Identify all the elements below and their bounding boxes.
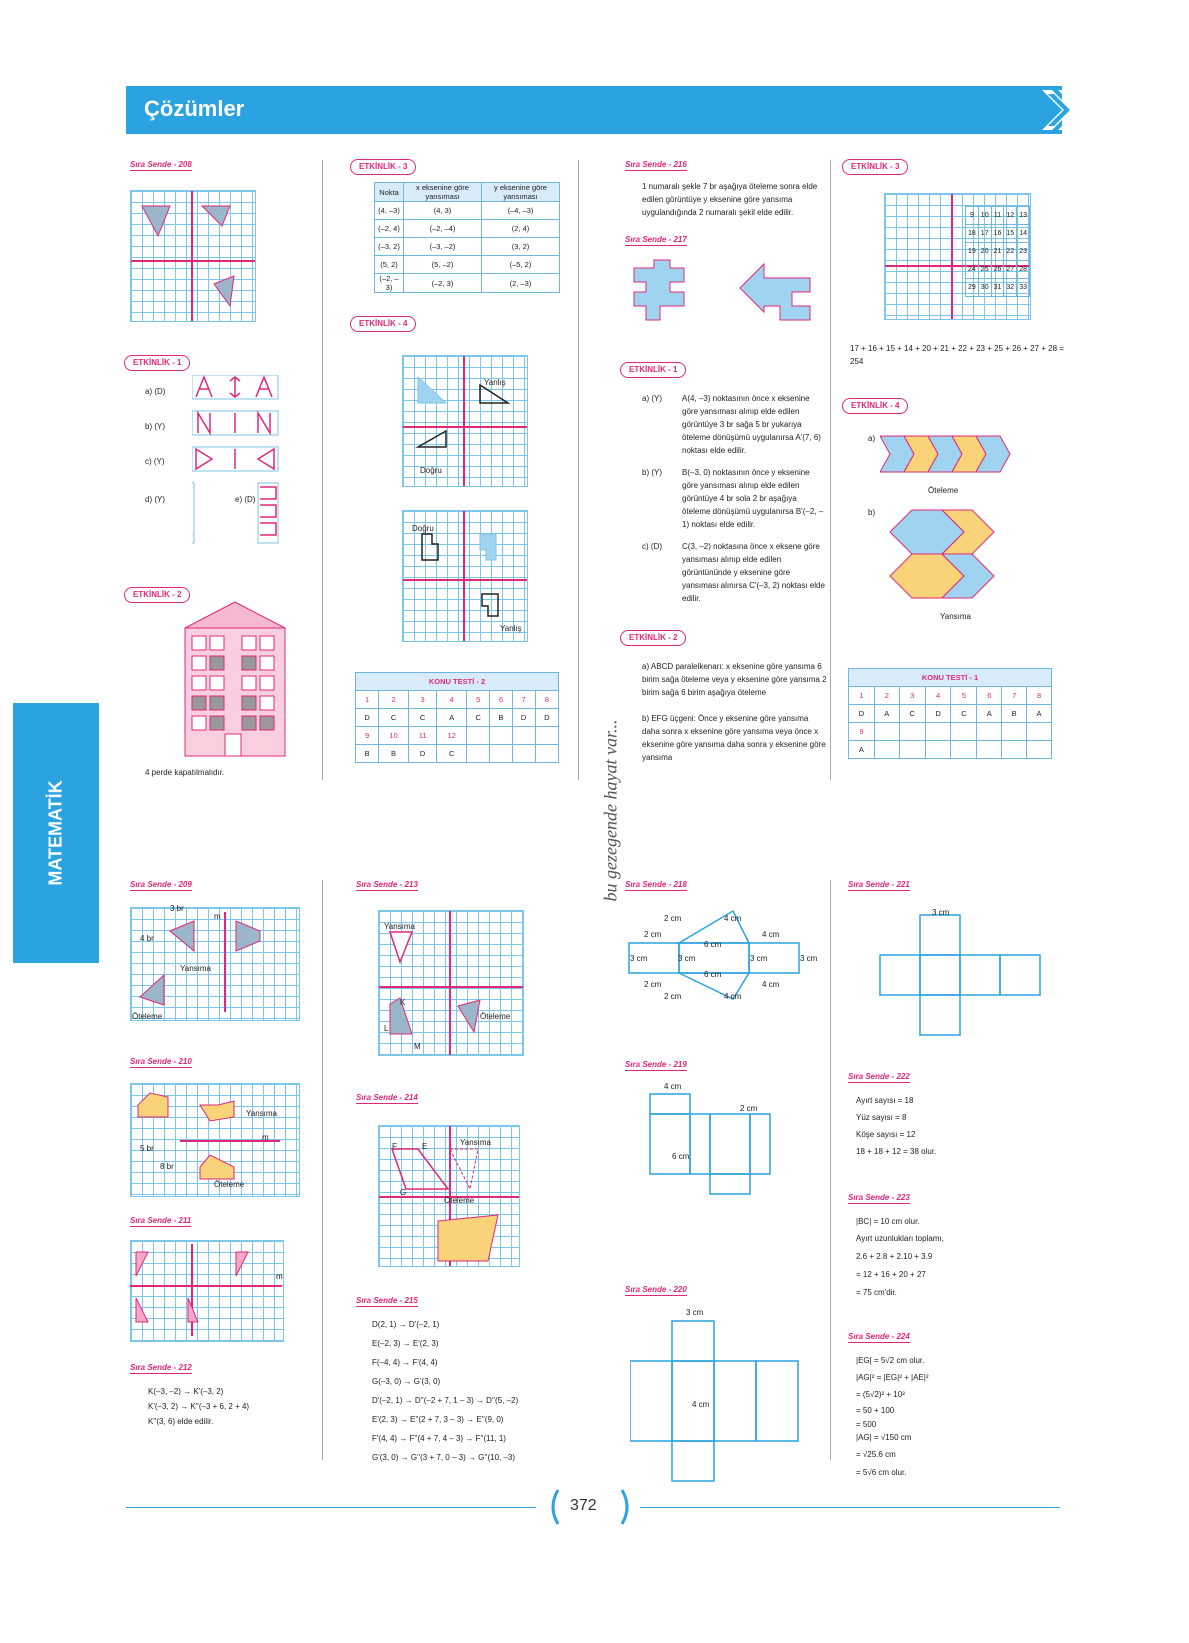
e1b-c-key: c) (D) [642,542,662,551]
s215-line: D(2, 1) → D'(–2, 1) [372,1320,440,1329]
section-label: Sıra Sende - 220 [625,1285,687,1294]
column-divider [322,160,323,780]
e2b-a-text: a) ABCD paralelkenarı: x eksenine göre yansıma 6 birim sağa öteleme veya y eksenine göre yansıma 2 birim sağa 6 birim aşağıya öteleme [642,662,827,697]
s210-label-oteleme: Öteleme [214,1180,245,1189]
section-label: Sıra Sende - 209 [130,880,192,889]
s218-label: 4 cm [724,992,742,1001]
konu-testi-title: KONU TESTİ - 1 [849,669,1052,687]
e4b-label-oteleme: Öteleme [928,486,959,495]
s224-line: |AG| = √150 cm [856,1433,912,1442]
s222-line: Yüz sayısı = 8 [856,1113,907,1122]
s218-label: 2 cm [644,980,662,989]
section-pill: ETKİNLİK - 4 [842,398,908,414]
section-label: Sıra Sende - 210 [130,1057,192,1066]
table-row: (–2, –3) (–2, 3) (2, –3) [375,274,560,293]
s213-label-yansima: Yansıma [384,922,415,931]
e1b-a-key: a) (Y) [642,394,662,403]
s209-label-3br: 3 br [170,904,184,913]
s223-line: 2.6 + 2.8 + 2.10 + 3.9 [856,1252,933,1261]
s218-label: 2 cm [664,992,682,1001]
s224-line: |AG|² = |EG|² + |AE|² [856,1373,929,1382]
s217-shapes [630,258,820,328]
answer-d: d) (Y) [145,495,165,504]
column-divider [322,880,323,1460]
s214-label-e: E [422,1142,428,1151]
e3b-number-grid: 9 10 11 12 13 18 17 16 15 14 19 20 21 22 23 24 25 26 27 28 29 30 31 32 33 [965,206,1030,297]
table-header: Nokta [375,183,404,202]
column-divider [830,880,831,1460]
s219-label: 6 cm [672,1152,690,1161]
e1b-b-text: B(–3, 0) noktasının önce y eksenine göre yansıması alınıp elde edilen görüntüye 4 br sola 2 br aşağıya öteleme dönüşümü uygulanırsa B'(–2, –1) noktası elde edilir. [682,468,824,529]
s215-line: D'(–2, 1) → D''(–2 + 7, 1 – 3) → D''(5, –2) [372,1396,519,1405]
table-header: y eksenine göre yansıması [481,183,559,202]
chevron-decoration-icon [1000,86,1090,134]
page-number: 372 [570,1497,597,1514]
section-pill: ETKİNLİK - 2 [124,587,190,603]
s215-line: F'(4, 4) → F''(4 + 7, 4 – 3) → F''(11, 1) [372,1434,506,1443]
label-dogru-2: Doğru [412,524,434,533]
answer-e: e) (D) [235,495,256,504]
table-row: (–2, 4) (–2, –4) (2, 4) [375,220,560,238]
section-label: Sıra Sende - 222 [848,1072,910,1081]
s213-label-oteleme: Öteleme [480,1012,511,1021]
konu-testi-1-table: KONU TESTİ - 1 1 2 3 4 5 6 7 8 D A C D C A B A 9 A [848,668,1052,759]
s213-label-l: L [384,1024,389,1033]
table-header: x eksenine göre yansıması [404,183,482,202]
s218-label: 6 cm [704,940,722,949]
e2-note: 4 perde kapatılmalıdır. [145,768,225,777]
e4b-label-yansima: Yansıma [940,612,971,621]
page-title: Çözümler [144,96,245,121]
table-row: (–3, 2) (–3, –2) (3, 2) [375,238,560,256]
s209-label-4br: 4 br [140,934,154,943]
side-tab [13,703,99,963]
s212-line: K'(–3, 2) → K''(–3 + 6, 2 + 4) [148,1402,250,1411]
s211-figures [130,1240,290,1340]
s220-net [630,1305,810,1505]
e4b-label-a: a) [868,434,876,443]
s210-label-8br: 8 br [160,1162,174,1171]
s213-label-k: K [400,998,406,1007]
s213-label-m: M [414,1042,421,1051]
e3-table [374,182,560,293]
section-pill: ETKİNLİK - 1 [620,362,686,378]
slogan-text: bu gezegende hayat var... [600,719,621,902]
s223-line: Ayırt uzunlukları toplamı, [856,1234,944,1243]
section-label: Sıra Sende - 214 [356,1093,418,1102]
side-tab-label: MATEMATİK [45,780,66,886]
label-yanlis: Yanlış [484,378,506,387]
s218-label: 4 cm [724,914,742,923]
e1b-c-text: C(3, –2) noktasına önce x eksene göre yansıması alınıp elde edilen görüntününde y eksenine göre yansıması alınırsa C'(–3, 2) noktası elde edilir. [682,542,825,603]
s224-line: = (5√2)² + 10² [856,1390,905,1399]
s214-label-yansima: Yansıma [460,1138,491,1147]
s224-line: = 500 [856,1420,877,1429]
e3b-sum: 17 + 16 + 15 + 14 + 20 + 21 + 22 + 23 + 25 + 26 + 27 + 28 = 254 [850,344,1064,366]
e4b-label-b: b) [868,508,876,517]
konu-testi-2-table: KONU TESTİ - 2 1 2 3 4 5 6 7 8 D C C A C B D D 9 10 11 12 B B D C [355,672,559,763]
e1b-b-key: b) (Y) [642,468,662,477]
section-pill: ETKİNLİK - 4 [350,316,416,332]
s218-label: 4 cm [762,980,780,989]
column-divider [578,160,579,780]
s222-line: 18 + 18 + 12 = 38 olur. [856,1147,937,1156]
s223-line: = 75 cm'dir. [856,1288,897,1297]
building-illustration [180,600,290,760]
footer-line-right [640,1507,1060,1508]
s218-label: 3 cm [630,954,648,963]
e2b-b-text: b) EFG üçgeni: Önce y eksenine göre yansıma daha sonra x eksenine göre yansıma veya önce x eksenine göre yansıma daha sonra y eksenine göre yansıma [642,714,826,762]
s218-label: 3 cm [800,954,818,963]
section-label: Sıra Sende - 215 [356,1296,418,1305]
s222-line: Köşe sayısı = 12 [856,1130,916,1139]
s224-line: = 50 + 100 [856,1406,895,1415]
s219-label: 2 cm [740,1104,758,1113]
s215-line: F(–4, 4) → F'(4, 4) [372,1358,438,1367]
answer-c: c) (Y) [145,457,165,466]
s215-line: G'(3, 0) → G''(3 + 7, 0 – 3) → G''(10, –3) [372,1453,516,1462]
s224-line: = 5√6 cm olur. [856,1468,907,1477]
s214-label-oteleme: Öteleme [444,1196,475,1205]
section-label: Sıra Sende - 223 [848,1193,910,1202]
footer-line-left [126,1507,536,1508]
letter-symmetry-figures [192,375,282,555]
section-label: Sıra Sende - 217 [625,235,687,244]
s209-figures [130,907,298,1019]
s212-line: K(–3, –2) → K'(–3, 2) [148,1387,224,1396]
label-yanlis-2: Yanlış [500,624,522,633]
section-label: Sıra Sende - 216 [625,160,687,169]
s221-label: 3 cm [932,908,950,917]
s215-line: G(–3, 0) → G'(3, 0) [372,1377,441,1386]
e1b-a-text: A(4, –3) noktasının önce x eksenine göre yansıması alınıp elde edilen görüntüye 3 br sağa 5 br yukarıya öteleme dönüşümü uygulanırsa A'(7, 6) noktası elde edilir. [682,394,821,455]
table-row: (5, 2) (5, –2) (–5, 2) [375,256,560,274]
s221-net [870,905,1050,1045]
s218-label: 2 cm [664,914,682,923]
s216-text: 1 numaralı şekle 7 br aşağıya öteleme sonra elde edilen görüntüye y eksenine göre yansıma uygulandığında 2 numaralı şekil elde edilir. [642,182,818,217]
e4b-translation-pattern [880,430,1020,480]
s215-line: E'(2, 3) → E''(2 + 7, 3 – 3) → E''(9, 0) [372,1415,504,1424]
s223-line: = 12 + 16 + 20 + 27 [856,1270,926,1279]
section-label: Sıra Sende - 212 [130,1363,192,1372]
s210-label-m: m [262,1133,269,1142]
s222-line: Ayırt sayısı = 18 [856,1096,914,1105]
section-pill: ETKİNLİK - 3 [842,159,908,175]
section-label: Sıra Sende - 211 [130,1216,192,1225]
section-pill: ETKİNLİK - 2 [620,630,686,646]
column-divider [830,160,831,780]
s214-label-f: F [392,1142,397,1151]
s209-label-oteleme: Öteleme [132,1012,163,1021]
s219-label: 4 cm [664,1082,682,1091]
s218-label: 4 cm [762,930,780,939]
e4b-reflection-pattern [872,506,1022,616]
section-label: Sıra Sende - 219 [625,1060,687,1069]
s223-line: |BC| = 10 cm olur. [856,1217,920,1226]
answer-a: a) (D) [145,387,166,396]
section-label: Sıra Sende - 213 [356,880,418,889]
s224-line: |EG| = 5√2 cm olur. [856,1356,925,1365]
s218-label: 6 cm [704,970,722,979]
label-dogru: Doğru [420,466,442,475]
s218-label: 3 cm [678,954,696,963]
s210-label-yansima: Yansıma [246,1109,277,1118]
s224-line: = √25.6 cm [856,1450,896,1459]
s209-label-yansima: Yansıma [180,964,211,973]
konu-testi-title: KONU TESTİ - 2 [356,673,559,691]
s220-label: 4 cm [692,1400,710,1409]
reflection-triangles [130,190,254,320]
s215-line: E(–2, 3) → E'(2, 3) [372,1339,439,1348]
answer-b: b) (Y) [145,422,165,431]
table-row: (4, –3) (4, 3) (–4, –3) [375,202,560,220]
header-bar [126,86,1062,134]
section-pill: ETKİNLİK - 3 [350,159,416,175]
s220-label: 3 cm [686,1308,704,1317]
s209-label-m: m [214,912,221,921]
section-label: Sıra Sende - 224 [848,1332,910,1341]
s212-line: K''(3, 6) elde edilir. [148,1417,214,1426]
section-pill: ETKİNLİK - 1 [124,355,190,371]
s218-label: 2 cm [644,930,662,939]
s210-label-5br: 5 br [140,1144,154,1153]
section-label: Sıra Sende - 208 [130,160,192,169]
section-label: Sıra Sende - 218 [625,880,687,889]
s219-net [640,1080,820,1220]
s211-label-m: m [276,1272,283,1281]
section-label: Sıra Sende - 221 [848,880,910,889]
s214-label-g: G [400,1188,407,1197]
s218-label: 3 cm [750,954,768,963]
